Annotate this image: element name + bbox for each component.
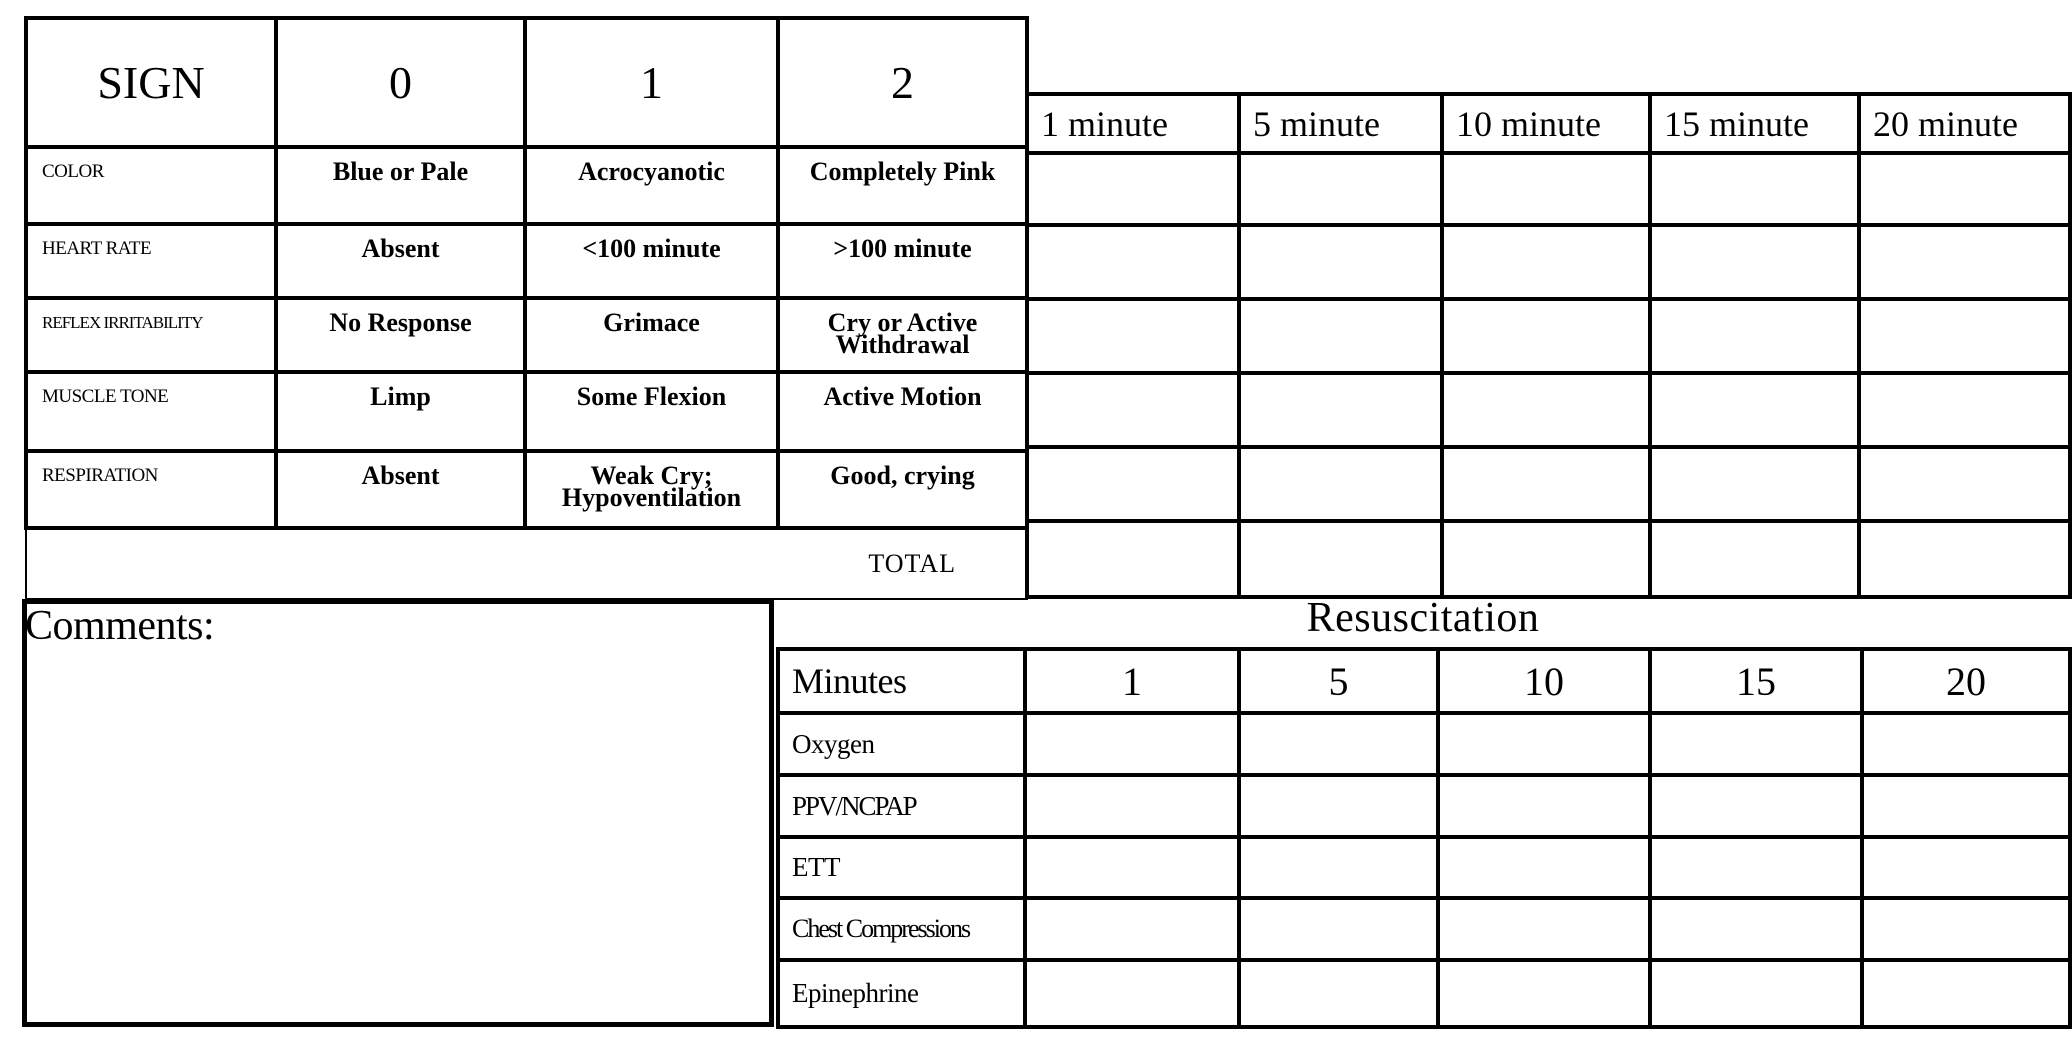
score-input-cell[interactable] [1442, 225, 1650, 299]
score-input-cell[interactable] [1442, 447, 1650, 521]
sign-label: RESPIRATION [26, 451, 276, 528]
resuscitation-row-oxygen [778, 713, 2070, 775]
score-input-cell[interactable] [1239, 225, 1442, 299]
entry-cell[interactable] [1239, 837, 1438, 898]
entry-cell[interactable] [1650, 898, 1862, 960]
criteria-cell: Absent [276, 451, 525, 528]
entry-cell[interactable] [1650, 775, 1862, 837]
apgar-row-muscle-tone [26, 372, 1027, 451]
score-row-muscle-tone [1027, 373, 2070, 447]
resuscitation-row-ett [778, 837, 2070, 898]
entry-cell[interactable] [1862, 775, 2070, 837]
apgar-row-respiration [26, 451, 1027, 528]
sign-label: COLOR [26, 147, 276, 224]
entry-cell[interactable] [1650, 837, 1862, 898]
entry-cell[interactable] [1438, 837, 1650, 898]
apgar-criteria-table [24, 16, 1029, 600]
resuscitation-row-ppv [778, 775, 2070, 837]
criteria-cell: Active Motion [778, 372, 1027, 451]
score-input-cell[interactable] [1027, 153, 1239, 225]
score-input-cell[interactable] [1239, 447, 1442, 521]
criteria-cell: Good, crying [778, 451, 1027, 528]
entry-cell[interactable] [1438, 775, 1650, 837]
entry-cell[interactable] [1438, 713, 1650, 775]
header-10-minute: 10 minute [1442, 94, 1650, 153]
total-input-cell[interactable] [1027, 521, 1239, 597]
entry-cell[interactable] [1862, 837, 2070, 898]
score-input-cell[interactable] [1239, 299, 1442, 373]
minute-15: 15 [1650, 649, 1862, 713]
score-row-heart-rate [1027, 225, 2070, 299]
entry-cell[interactable] [1025, 837, 1239, 898]
score-input-cell[interactable] [1859, 299, 2070, 373]
apgar-total-row [26, 528, 1027, 599]
score-header-row [1027, 94, 2070, 153]
entry-cell[interactable] [1239, 960, 1438, 1027]
criteria-cell: Acrocyanotic [525, 147, 778, 224]
apgar-score-table [1025, 92, 2072, 599]
header-20-minute: 20 minute [1859, 94, 2070, 153]
criteria-cell: Some Flexion [525, 372, 778, 451]
score-input-cell[interactable] [1859, 447, 2070, 521]
header-1-minute: 1 minute [1027, 94, 1239, 153]
criteria-cell: Limp [276, 372, 525, 451]
entry-cell[interactable] [1438, 960, 1650, 1027]
apgar-row-reflex [26, 298, 1027, 372]
minute-5: 5 [1239, 649, 1438, 713]
apgar-row-heart-rate [26, 224, 1027, 298]
criteria-cell: <100 minute [525, 224, 778, 298]
score-row-total [1027, 521, 2070, 597]
minute-20: 20 [1862, 649, 2070, 713]
entry-cell[interactable] [1239, 775, 1438, 837]
header-15-minute: 15 minute [1650, 94, 1859, 153]
sign-label: REFLEX IRRITABILITY [26, 298, 276, 372]
score-input-cell[interactable] [1650, 373, 1859, 447]
comments-label: Comments: [25, 603, 215, 649]
comments-box[interactable] [22, 599, 774, 1027]
minutes-label: Minutes [778, 649, 1025, 713]
total-label: TOTAL [26, 528, 1027, 599]
score-input-cell[interactable] [1859, 373, 2070, 447]
entry-cell[interactable] [1650, 713, 1862, 775]
criteria-cell: No Response [276, 298, 525, 372]
total-input-cell[interactable] [1859, 521, 2070, 597]
entry-cell[interactable] [1438, 898, 1650, 960]
entry-cell[interactable] [1025, 898, 1239, 960]
score-input-cell[interactable] [1239, 153, 1442, 225]
entry-cell[interactable] [1239, 713, 1438, 775]
score-input-cell[interactable] [1859, 153, 2070, 225]
score-input-cell[interactable] [1650, 225, 1859, 299]
criteria-cell: Completely Pink [778, 147, 1027, 224]
score-input-cell[interactable] [1027, 225, 1239, 299]
score-row-reflex [1027, 299, 2070, 373]
resuscitation-header-row [778, 649, 2070, 713]
resuscitation-row-chest-compressions [778, 898, 2070, 960]
score-row-respiration [1027, 447, 2070, 521]
score-input-cell[interactable] [1027, 447, 1239, 521]
score-input-cell[interactable] [1859, 225, 2070, 299]
apgar-row-color [26, 147, 1027, 224]
criteria-cell: Weak Cry; Hypoventilation [525, 451, 778, 528]
entry-cell[interactable] [1025, 960, 1239, 1027]
row-label: ETT [778, 837, 1025, 898]
entry-cell[interactable] [1025, 775, 1239, 837]
total-input-cell[interactable] [1650, 521, 1859, 597]
header-score-2: 2 [778, 18, 1027, 147]
entry-cell[interactable] [1650, 960, 1862, 1027]
score-input-cell[interactable] [1442, 373, 1650, 447]
entry-cell[interactable] [1862, 898, 2070, 960]
header-score-0: 0 [276, 18, 525, 147]
score-input-cell[interactable] [1027, 299, 1239, 373]
entry-cell[interactable] [1862, 713, 2070, 775]
row-label: PPV/NCPAP [778, 775, 1025, 837]
resuscitation-title: Resuscitation [1306, 595, 1540, 641]
resuscitation-table [776, 647, 2072, 1029]
header-score-1: 1 [525, 18, 778, 147]
total-input-cell[interactable] [1442, 521, 1650, 597]
sign-label: MUSCLE TONE [26, 372, 276, 451]
score-input-cell[interactable] [1650, 447, 1859, 521]
score-input-cell[interactable] [1650, 153, 1859, 225]
score-input-cell[interactable] [1650, 299, 1859, 373]
score-input-cell[interactable] [1442, 299, 1650, 373]
resuscitation-row-epinephrine [778, 960, 2070, 1027]
minute-1: 1 [1025, 649, 1239, 713]
entry-cell[interactable] [1862, 960, 2070, 1027]
score-input-cell[interactable] [1442, 153, 1650, 225]
entry-cell[interactable] [1025, 713, 1239, 775]
apgar-header-row [26, 18, 1027, 147]
criteria-cell: Blue or Pale [276, 147, 525, 224]
total-input-cell[interactable] [1239, 521, 1442, 597]
header-5-minute: 5 minute [1239, 94, 1442, 153]
minute-10: 10 [1438, 649, 1650, 713]
criteria-cell: Cry or Active Withdrawal [778, 298, 1027, 372]
score-input-cell[interactable] [1027, 373, 1239, 447]
row-label: Oxygen [778, 713, 1025, 775]
criteria-cell: >100 minute [778, 224, 1027, 298]
score-row-color [1027, 153, 2070, 225]
row-label: Epinephrine [778, 960, 1025, 1027]
sign-label: HEART RATE [26, 224, 276, 298]
score-input-cell[interactable] [1239, 373, 1442, 447]
entry-cell[interactable] [1239, 898, 1438, 960]
criteria-cell: Grimace [525, 298, 778, 372]
header-sign: SIGN [26, 18, 276, 147]
row-label: Chest Compressions [778, 898, 1025, 960]
criteria-cell: Absent [276, 224, 525, 298]
